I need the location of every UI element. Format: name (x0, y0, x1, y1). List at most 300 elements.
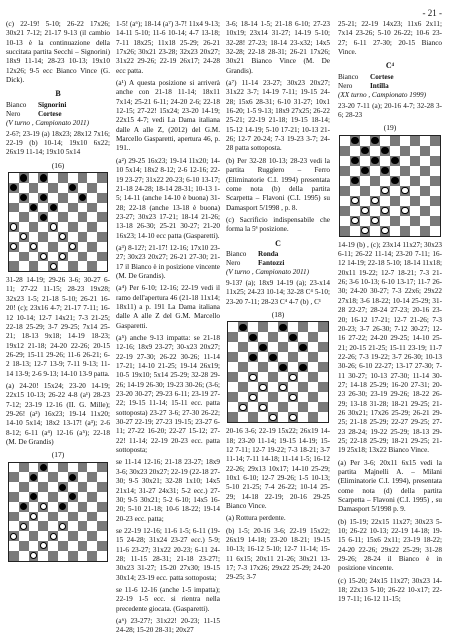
board-square (58, 173, 68, 183)
board-square (400, 206, 410, 216)
board-square (38, 512, 48, 522)
board-square (278, 362, 288, 372)
board-square (87, 222, 97, 232)
board-square (370, 176, 380, 186)
board-square (340, 186, 350, 196)
note-c: (c) Sacrificio indispensabile che forma la 5ª posizione. (226, 215, 330, 234)
board-square (29, 261, 39, 271)
board-square (360, 216, 370, 226)
board-square (370, 146, 380, 156)
board-square (268, 392, 278, 402)
black-checker-piece (391, 177, 398, 184)
board-square (48, 261, 58, 271)
white-checker-piece (351, 217, 358, 224)
board-square (97, 502, 107, 512)
white-checker-piece (10, 223, 17, 230)
board-square (308, 332, 318, 342)
board-square (29, 541, 39, 551)
board-square (410, 186, 420, 196)
board-square (288, 322, 298, 332)
board-square (278, 412, 288, 422)
board-square (87, 252, 97, 262)
board-square (87, 531, 97, 541)
board-square (29, 222, 39, 232)
board-square (87, 472, 97, 482)
board-square (360, 226, 370, 236)
board-square (19, 512, 29, 522)
board-square (430, 216, 440, 226)
board-square (87, 463, 97, 473)
board-square (340, 196, 350, 206)
board-square (248, 362, 258, 372)
black-checker-piece (20, 503, 27, 510)
board-square (38, 212, 48, 222)
board-square (48, 242, 58, 252)
board-square (38, 551, 48, 561)
game-moves: 14-19 (b) , (c); 23x14 11x27; 30x23 6-11; 26-22 11-14; 23-20 7-11; 16-12 14-19; 22-18 5-10; 18-14 11x18; 20x11 19-22; 12-7 18-21; 7-3 21-26; 3-6 10-13; 6-10 13-17; 11-7 26-30; 24-20 30-27; 7-3 22x6; 29x22 27x18; 3-6 18-22; 10-14 25-29; 31-28 22-27; 28-24 27-23; 20-16 23-20; 16-12 17-21; 12-7 21-26; 7-3 20-23; 3-7 26-30; 7-12 30-27; 12-16 27-22; 24-20 29-25; 14-10 25-21; 20-15 21-25; 15-11 23-19; 11-7 22-26; 7-3 19-22; 3-7 26-30; 10-13 30-26; 6-10 22-27; 13-17 27-30; 7-11 30-27; 10-13 27-30; 11-14 30-27; 14-18 25-29; 16-20 27-31; 20-23 26-30; 23-19 29-26; 18-22 26-29; 13-18 31-28; 18-21 29-25; 21-26 30x21; 17x26 25-29; 26-21 29-25; 21-18 25-29; 22-27 29-25; 27-23 28-24; 19-22 25-29; 18-13 29-25; 22-18 25-29; 18-21 29-25; 21-19 25x18; 13x22 Bianco Vince. (338, 240, 442, 455)
board-square (308, 402, 318, 412)
board-square (410, 196, 420, 206)
white-label: Bianco (226, 249, 247, 258)
board-square (318, 402, 328, 412)
board-square (298, 362, 308, 372)
board-square (48, 193, 58, 203)
white-checker-piece (40, 253, 47, 260)
board-square (78, 463, 88, 473)
board-square (58, 203, 68, 213)
board-square (238, 362, 248, 372)
note-text: 1-5! (a⁶); 18-14 (a⁷) 3-7! 11x4 9-13; 14-11 5-10; 11-6 10-14; 4-7 13-18; 7-11 18x25; 11x18 25-29; 26-21 17x26; 30x21 23-28; 32x23 20x27; 31x22 29-26; 22-19 26x17; 24-28 ecc patta. (116, 20, 220, 75)
board-square (29, 521, 39, 531)
board-square (48, 183, 58, 193)
board-square (29, 531, 39, 541)
checkers-board-19 (339, 135, 441, 237)
board-square (78, 193, 88, 203)
players-block-c4 (338, 73, 442, 100)
board-square (78, 541, 88, 551)
board-square (19, 541, 29, 551)
black-checker-piece (371, 157, 378, 164)
board-square (78, 261, 88, 271)
board-square (9, 252, 19, 262)
board-square (298, 402, 308, 412)
event-label: (XX turno , Campionato 1999) (338, 90, 427, 99)
board-square (340, 136, 350, 146)
white-checker-piece (381, 207, 388, 214)
board-square (97, 521, 107, 531)
board-square (410, 206, 420, 216)
board-square (48, 541, 58, 551)
game-moves: 20-16 3-6; 22-19 15x22; 26x19 14-18; 23-20 11-14; 19-15 14-19; 15-12 7-11; 12-7 19-22; 7-3 18-21; 3-7 11-14; 7-11 14-18; 11-14 1-5; 16-12 22-26; 29x13 10x17; 14-10 25-29; 10x1 6-10; 12-7 29-26; 1-5 10-13; 5-10 21-25; 7-4 26-22; 10-14 25-29; 14-18 22-19; 20-16 29-25 Bianco Vince. (226, 427, 331, 511)
board-square (78, 521, 88, 531)
board-square (48, 463, 58, 473)
board-square (318, 352, 328, 362)
board-square (29, 492, 39, 502)
game-moves: 2-6?; 23-19 (a) 18x23; 28x12 7x16; 22-19 (b) 10-14; 19x10 6x22; 26x19 11-14; 19x10 5x14 (6, 129, 110, 157)
board-square (97, 212, 107, 222)
board-square (68, 252, 78, 262)
board-square (9, 512, 19, 522)
white-checker-piece (59, 253, 66, 260)
board-square (370, 186, 380, 196)
board-square (258, 342, 268, 352)
board-square (318, 372, 328, 382)
board-square (370, 136, 380, 146)
diagram-number: (18) (271, 309, 285, 319)
white-checker-piece (361, 207, 368, 214)
black-checker-piece (249, 334, 256, 341)
board-square (420, 146, 430, 156)
game-moves: 9-13? (a); 18x9 14-19 (a); 23-x14 11x25; 24-23 10-14; 32-28 C⁴ 5-10; 23-20 7-11; 28-23 C⁴ 4-7 (b) , C¹ (226, 278, 330, 306)
black-checker-piece (259, 344, 266, 351)
black-checker-piece (279, 364, 286, 371)
board-square (298, 332, 308, 342)
board-square (87, 482, 97, 492)
board-square (288, 362, 298, 372)
board-square (400, 196, 410, 206)
board-square (308, 342, 318, 352)
board-square (87, 551, 97, 561)
note-b: (b) Per 32-28 10-13; 28-23 vedi la partita Ruggiero – Ferro (Eliminatorie C.I. 1994) presentata come nota (b) della partita Scarpetta – Flavoni (C.I. 1995) su Damasport 5/1998 , p. 8. (226, 156, 330, 212)
board-square (9, 531, 19, 541)
white-checker-piece (249, 394, 256, 401)
board-square (400, 216, 410, 226)
board-square (87, 193, 97, 203)
note-a2: (a²) 29-25 16x23; 19-14 11x20; 14-10 5x14; 18x2 8-12; 2-6 12-16; 22-19 23-27; 31x22 20-23; 6-10 13-17; 21-18 24-28; 18-14 28-31; 10-13 1-5; 14-11 (anche 14-10 è buona) 31-28; 22-18 (anche 13-18 è buona) 23-27; 30x23 17-21; 18-14 21-26; 13-18 26-30; 25-21 30-27; 21-20 16x23; 14-10 ecc patta (Gasparetti). (116, 156, 220, 240)
board-square (390, 156, 400, 166)
board-square (308, 392, 318, 402)
board-square (430, 196, 440, 206)
board-square (238, 392, 248, 402)
board-square (410, 146, 420, 156)
board-square (87, 541, 97, 551)
black-checker-piece (69, 184, 76, 191)
board-square (58, 463, 68, 473)
board-square (58, 252, 68, 262)
board-square (19, 261, 29, 271)
board-square (38, 463, 48, 473)
board-square (238, 322, 248, 332)
board-square (380, 176, 390, 186)
board-square (29, 212, 39, 222)
board-square (268, 322, 278, 332)
board-square (78, 183, 88, 193)
white-checker-piece (289, 394, 296, 401)
white-checker-piece (59, 523, 66, 530)
board-square (278, 352, 288, 362)
board-square (19, 521, 29, 531)
board-square (68, 482, 78, 492)
board-square (78, 492, 88, 502)
board-square (390, 176, 400, 186)
board-square (248, 322, 258, 332)
board-square (340, 206, 350, 216)
black-checker-piece (30, 474, 37, 481)
note-a1: (a¹) A questa posizione si arriverà anche con 21-18 11-14; 18x11 7x14; 25-21 6-11; 24-20 2-6; 22-18 12-15; 27-22! 15x24; 23-20 14-19; 22x15 4-7; vedi La Dama italiana dalle A alle Z, (2012) del G.M. Marcello Gasparetti, apertura 46, p. 191.. (116, 79, 220, 153)
board-square (430, 156, 440, 166)
board-square (87, 203, 97, 213)
board-square (288, 352, 298, 362)
board-square (350, 216, 360, 226)
board-square (68, 463, 78, 473)
board-square (410, 156, 420, 166)
board-square (9, 541, 19, 551)
board-square (19, 193, 29, 203)
white-checker-piece (381, 187, 388, 194)
diagram-number: (16) (51, 160, 65, 170)
board-square (268, 362, 278, 372)
board-square (48, 512, 58, 522)
board-square (400, 166, 410, 176)
board-square (68, 261, 78, 271)
board-square (38, 482, 48, 492)
board-square (9, 472, 19, 482)
note-text: se 11-6 12-16 (anche 1-5 impatta); 22-19 1-5 ecc. si rientra nella precedente giocata. (Gasparetti). (116, 585, 220, 613)
board-square (97, 541, 107, 551)
board-square (238, 342, 248, 352)
white-checker-piece (269, 414, 276, 421)
board-square (78, 482, 88, 492)
board-square (380, 166, 390, 176)
board-square (97, 492, 107, 502)
checkers-board-18 (227, 321, 329, 423)
board-square (340, 176, 350, 186)
board-square (420, 216, 430, 226)
board-square (48, 502, 58, 512)
white-checker-piece (361, 227, 368, 234)
white-checker-piece (50, 223, 57, 230)
board-square (258, 382, 268, 392)
board-square (87, 212, 97, 222)
black-checker-piece (371, 137, 378, 144)
board-square (68, 193, 78, 203)
board-square (258, 332, 268, 342)
board-square (9, 212, 19, 222)
board-square (370, 216, 380, 226)
board-square (58, 492, 68, 502)
black-checker-piece (30, 493, 37, 500)
board-square (97, 222, 107, 232)
board-square (9, 261, 19, 271)
black-checker-piece (69, 474, 76, 481)
board-square (68, 222, 78, 232)
board-square (78, 531, 88, 541)
white-checker-piece (381, 227, 388, 234)
white-label: Bianco (6, 100, 27, 109)
board-square (248, 352, 258, 362)
board-square (9, 492, 19, 502)
board-square (58, 521, 68, 531)
white-checker-piece (69, 243, 76, 250)
board-square (9, 463, 19, 473)
board-square (19, 222, 29, 232)
board-square (38, 242, 48, 252)
section-heading-b: B (55, 89, 61, 99)
board-square (68, 521, 78, 531)
board-square (278, 382, 288, 392)
board-square (248, 332, 258, 342)
black-checker-piece (239, 324, 246, 331)
board-square (370, 206, 380, 216)
board-square (38, 521, 48, 531)
black-checker-piece (279, 324, 286, 331)
board-square (48, 222, 58, 232)
board-square (48, 203, 58, 213)
players-block-c (226, 250, 330, 277)
note-a: (a) Rottura perdente. (226, 514, 286, 523)
board-square (97, 242, 107, 252)
column-4 (338, 20, 442, 608)
board-square (370, 226, 380, 236)
board-square (58, 512, 68, 522)
board-square (268, 372, 278, 382)
board-square (420, 136, 430, 146)
board-square (298, 392, 308, 402)
board-square (58, 183, 68, 193)
white-checker-piece (40, 542, 47, 549)
black-checker-piece (59, 484, 66, 491)
note-a: (a) 24-20! 15x24; 23-20 14-19; 22x15 10-13; 26-22 4-8 (a¹) 28-23 7-12; 23-19 12-16 (II. G. Mille); 29-26! (a²) 16x23; 19-14 11x20; 14-10 5x14; 18x2 13-17! (a³); 2-6 8-12; 6-11 (a⁴) 12-16 (a⁵); 22-18 (M. De Grandis) (6, 381, 110, 446)
board-square (390, 216, 400, 226)
board-square (248, 382, 258, 392)
board-square (400, 226, 410, 236)
board-square (78, 212, 88, 222)
white-checker-piece (10, 533, 17, 540)
board-square (420, 226, 430, 236)
board-square (318, 322, 328, 332)
game-moves: 31-28 14-19; 29-26 3-6; 30-27 6-11; 27-22 11-15; 28-23 19x28; 32x23 1-5; 21-18 5-10; 26-21 16-20! (c); 23x16 4-7; 21-17 7-11; 16-12 10-14; 12-7 14x21; 7-3 21-25; 22-18 25-29; 3-7 29-25; 7x14 25-21; 18-13 9x18; 14-19 18-23; 19x12 21-18; 24-20 22-26; 20-15 26-29; 15-11 29-26; 11-6 26-21; 6-2 18-13; 12-7 13-9; 7-11 9-13; 11-14 13-9; 2-6 9-13; 14-10 13-9 patta. (6, 276, 110, 378)
board-square (360, 166, 370, 176)
board-square (248, 402, 258, 412)
board-square (48, 212, 58, 222)
board-square (9, 551, 19, 561)
board-square (370, 166, 380, 176)
board-square (228, 362, 238, 372)
board-square (380, 186, 390, 196)
board-square (420, 176, 430, 186)
board-square (248, 342, 258, 352)
board-square (298, 352, 308, 362)
white-checker-piece (59, 233, 66, 240)
board-square (380, 136, 390, 146)
column-2 (116, 20, 220, 639)
board-square (380, 156, 390, 166)
board-square (38, 261, 48, 271)
board-square (9, 482, 19, 492)
board-square (58, 551, 68, 561)
white-checker-piece (371, 197, 378, 204)
board-square (87, 521, 97, 531)
board-square (78, 472, 88, 482)
note-a: (a) Per 3-6; 20x11 6x15 vedi la partita Majnelli A. – Milani (Eliminatorie C.I. 1994), presentata come nota (d) della partita Scarpetta – Flavoni (C.I. 1995) , su Damasport 5/1998 p. 9. (338, 458, 442, 514)
game-moves: 23-20 7-11 (a); 20-16 4-7; 32-28 3-6; 28-23 (338, 101, 442, 120)
board-square (29, 173, 39, 183)
black-checker-piece (249, 354, 256, 361)
board-square (97, 183, 107, 193)
board-square (288, 342, 298, 352)
board-square (350, 166, 360, 176)
board-square (87, 242, 97, 252)
board-square (350, 186, 360, 196)
board-square (68, 541, 78, 551)
board-square (350, 196, 360, 206)
black-label: Nero (6, 109, 21, 118)
board-square (430, 136, 440, 146)
board-square (68, 173, 78, 183)
board-square (278, 392, 288, 402)
black-checker-piece (381, 167, 388, 174)
board-square (318, 362, 328, 372)
board-square (38, 232, 48, 242)
board-square (228, 342, 238, 352)
note-text: se 22-19 12-16; 11-6 1-5; 6-11 (19-15 24-28; 31x24 23-27 ecc.) 5-9; 11-6 23-27; 31x22 20-23; 6-11 24-28; 11-15 28-31; 21-18 23-27!; 30x23 31-27; 15-20 27x30; 19-15 30x14; 23-19 ecc. patta sottoposta; (116, 526, 220, 582)
board-square (258, 412, 268, 422)
board-square (68, 212, 78, 222)
board-square (238, 382, 248, 392)
board-square (48, 252, 58, 262)
board-square (58, 502, 68, 512)
white-checker-piece (371, 217, 378, 224)
board-square (19, 472, 29, 482)
black-player: Intilla (370, 81, 389, 90)
board-square (390, 196, 400, 206)
white-player: Ronda (258, 249, 279, 258)
board-square (390, 226, 400, 236)
board-square (238, 352, 248, 362)
board-square (19, 212, 29, 222)
column-3 (226, 20, 330, 586)
board-square (19, 183, 29, 193)
black-checker-piece (361, 167, 368, 174)
black-checker-piece (59, 503, 66, 510)
board-square (360, 136, 370, 146)
board-square (68, 242, 78, 252)
white-checker-piece (279, 384, 286, 391)
board-square (78, 232, 88, 242)
black-checker-piece (20, 174, 27, 181)
board-square (48, 492, 58, 502)
white-checker-piece (239, 404, 246, 411)
black-checker-piece (289, 334, 296, 341)
board-square (380, 196, 390, 206)
board-square (268, 382, 278, 392)
board-square (298, 382, 308, 392)
board-square (318, 392, 328, 402)
board-square (298, 322, 308, 332)
board-square (68, 492, 78, 502)
board-square (19, 492, 29, 502)
white-checker-piece (50, 263, 57, 270)
event-label: (V turno , Campionato 2011) (6, 118, 89, 127)
board-square (258, 362, 268, 372)
board-square (308, 412, 318, 422)
board-square (340, 146, 350, 156)
board-square (228, 402, 238, 412)
board-square (87, 261, 97, 271)
board-square (400, 176, 410, 186)
board-square (29, 463, 39, 473)
board-square (380, 226, 390, 236)
board-square (278, 372, 288, 382)
board-square (420, 186, 430, 196)
section-heading-c4: C⁴ (385, 61, 395, 71)
white-checker-piece (40, 503, 47, 510)
board-square (308, 362, 318, 372)
board-square (288, 332, 298, 342)
board-square (48, 232, 58, 242)
board-square (78, 252, 88, 262)
black-checker-piece (351, 157, 358, 164)
